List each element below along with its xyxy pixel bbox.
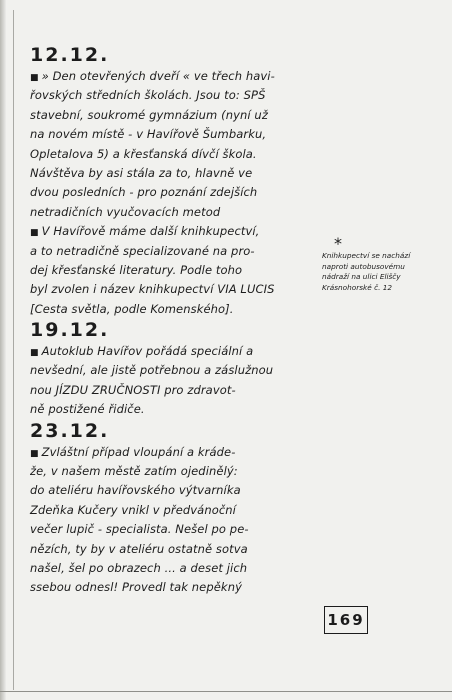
- footnote-line: nádraží na ulici Eliščy: [322, 272, 401, 281]
- text-line: našel, šel po obrazech ... a deset jich: [30, 560, 248, 575]
- bullet-icon: ■: [30, 228, 39, 239]
- text-line: ■ Zvláštní případ vloupání a kráde-: [30, 444, 236, 459]
- text-line: ■ Autoklub Havířov pořádá speciální a: [30, 344, 254, 359]
- text-line: nězích, ty by v ateliéru ostatně sotva: [30, 541, 248, 556]
- text-line: Opletalova 5) a křesťanská dívčí škola.: [30, 146, 257, 161]
- text-line: do ateliéru havířovského výtvarníka: [30, 483, 241, 498]
- text-line: Zdeňka Kučery vnikl v předvánoční: [30, 502, 236, 517]
- text-line: ně postižené řidiče.: [30, 402, 145, 417]
- entry-date: 23.12.: [30, 419, 110, 442]
- entry-date: 12.12.: [30, 44, 110, 66]
- text-line: ssebou odnesl! Provedl tak nepěkný: [30, 580, 242, 595]
- margin-line: [13, 10, 14, 690]
- footnote-line: Krásnohorské č. 12: [322, 282, 393, 292]
- text-line: [Cesta světla, podle Komenského].: [30, 301, 234, 316]
- text-line: že, v našem městě zatím ojedinělý:: [30, 464, 238, 479]
- text-line: stavební, soukromé gymnázium (nyní už: [30, 107, 268, 122]
- bullet-icon: ■: [30, 448, 39, 459]
- text-line: dej křesťanské literatury. Podle toho: [30, 262, 243, 277]
- text-line: ■ » Den otevřených dveří « ve třech havi-: [30, 69, 275, 83]
- text-line: a to netradičně specializované na pro-: [30, 243, 255, 258]
- margin-footnote: [322, 234, 446, 293]
- footnote-line: naproti autobusovému: [322, 261, 405, 271]
- text-line: nevšední, ale jistě potřebnou a záslužnou: [30, 363, 274, 378]
- text-line: ■ V Havířově máme další knihkupectví,: [30, 224, 260, 239]
- asterisk-icon: *: [334, 234, 342, 253]
- bullet-icon: ■: [30, 348, 39, 359]
- text-line: byl zvolen i název knihkupectví VIA LUCIS: [30, 282, 275, 297]
- footnote-line: Knihkupectví se nachází: [322, 251, 411, 260]
- text-line: Návštěva by asi stála za to, hlavně ve: [30, 165, 253, 180]
- page-number: 169: [324, 606, 368, 634]
- main-text-column: [30, 44, 320, 598]
- bottom-rule: [0, 691, 452, 692]
- text-line: řovských středních školách. Jsou to: SPŠ: [30, 88, 266, 103]
- bullet-icon: ■: [30, 73, 39, 83]
- book-spine-shadow: [0, 0, 6, 700]
- text-line: večer lupič - specialista. Nešel po pe-: [30, 522, 249, 537]
- text-line: netradičních vyučovacích metod: [30, 204, 221, 219]
- entry-date: 19.12.: [30, 319, 110, 342]
- text-line: na novém místě - v Havířově Šumbarku,: [30, 127, 267, 142]
- text-line: nou JÍZDU ZRUČNOSTI pro zdravot-: [30, 382, 236, 397]
- text-line: dvou posledních - pro poznání zdejších: [30, 185, 258, 200]
